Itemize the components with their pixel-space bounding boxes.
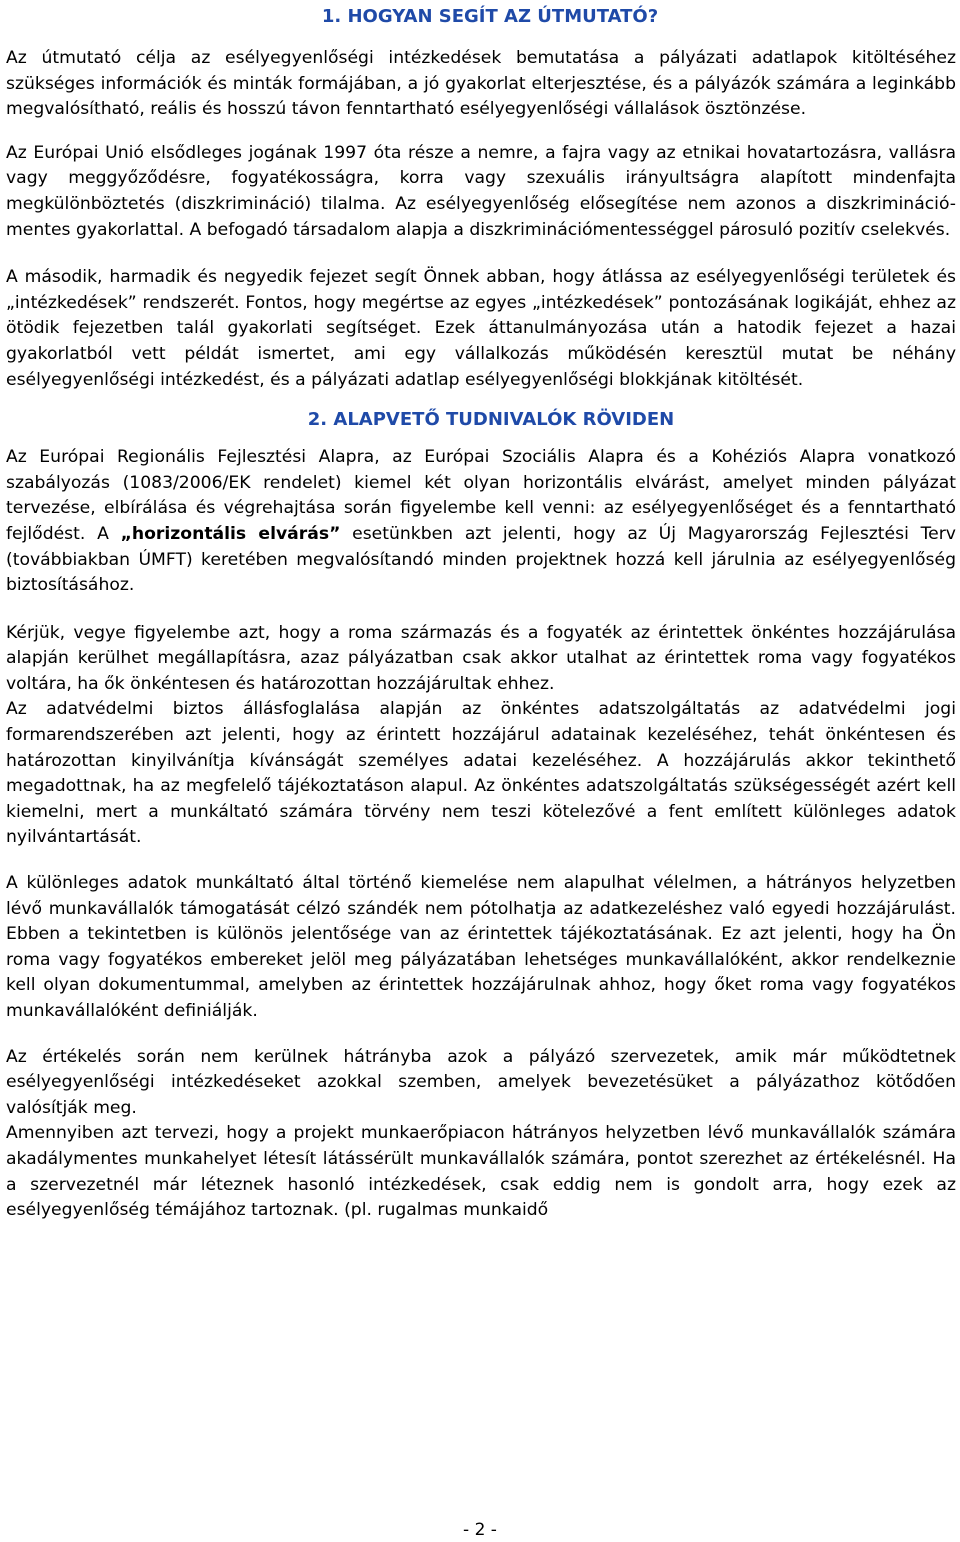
section-1-paragraph-1: Az útmutató célja az esélyegyenlőségi intézkedések bemutatása a pályázati adatlapok kitöltéséhez szükséges információk és minták formájában, a jó gyakorlat elterjesztése, és a pályázók számára a leginkább megvalósítható, reális és hosszú távon fenntartható esélyegyenlőségi vállalások ösztönzése. bbox=[6, 48, 956, 120]
section-1-heading: 1. HOGYAN SEGÍT AZ ÚTMUTATÓ? bbox=[321, 6, 659, 27]
section-2-paragraph-5: Az értékelés során nem kerülnek hátrányba azok a pályázó szervezetek, amik már működtetnek esélyegyenlőségi intézkedéseket azokkal szemben, amelyek bevezetésüket a pályázathoz kötődően valósítják meg. bbox=[6, 1046, 956, 1118]
section-2-paragraph-6: Amennyiben azt tervezi, hogy a projekt munkaerőpiacon hátrányos helyzetben lévő munkavállalók számára akadálymentes munkahelyet létesít látássérült munkavállalók számára, pontot szerezhet az értékelésnél. Ha a szervezetnél már léteznek hasonló intézkedések, csak eddig nem is gondolt arra, hogy ezek az esélyegyenlőség témájához tartoznak. (pl. rugalmas munkaidő bbox=[6, 1123, 956, 1221]
page-number: - 2 - bbox=[463, 1520, 497, 1540]
section-2-heading: 2. ALAPVETŐ TUDNIVALÓK RÖVIDEN bbox=[307, 409, 675, 431]
section-1-paragraph-2: Az Európai Unió elsődleges jogának 1997 óta része a nemre, a fajra vagy az etnikai hovatartozásra, vallásra vagy meggyőződésre, fogyatékosságra, korra vagy szexuális irányultságra alapított mindenfajta megkülönböztetés (diszkrimináció) tilalma. Az esélyegyenlőség elősegítése nem azonos a diszkrimináció-mentes gyakorlattal. A befogadó társadalom alapja a diszkriminációmentességgel párosuló pozitív cselekvés. bbox=[6, 142, 956, 240]
section-2-paragraph-2: Kérjük, vegye figyelembe azt, hogy a roma származás és a fogyaték az érintettek önkéntes hozzájárulása alapján kerülhet megállapításra, azaz pályázatban csak akkor utalhat az érintettek roma vagy fogyatékos voltára, ha ők önkéntesen és határozottan hozzájárultak ehhez. bbox=[6, 622, 956, 694]
paragraph-text-start: Az Európai Regionális Fejlesztési Alapra, az Európai Szociális Alapra és a Kohéziós Alapra vonatkozó szabályozás (1083/2006/EK rendelet) kiemel két olyan horizontális elvárást, amelyet minden pályázat tervezése, elbírálása és végrehajtása során figyelembe kell venni: az esélyegyenlőséget és a fenntartható fejlődést. A bbox=[6, 447, 956, 544]
document-page bbox=[6, 0, 956, 1224]
section-2-paragraph-3: Az adatvédelmi biztos állásfoglalása alapján az önkéntes adatszolgáltatás az adatvédelmi jogi formarendszerében azt jelenti, hogy az érintett hozzájárul adatainak kezeléséhez, tehát önkéntesen és határozottan kinyilvánítja kívánságát személyes adatai kezeléséhez. A hozzájárulás akkor tekinthető megadottnak, ha az megfelelő tájékoztatáson alapul. Az önkéntes adatszolgáltatás szükségességét azért kell kiemelni, mert a munkáltató számára törvény nem teszi kötelezővé a fent említett különleges adatok nyilvántartását. bbox=[6, 699, 956, 848]
emphasis-horizontal-requirement: „horizontális elvárás” bbox=[120, 523, 341, 544]
section-1-paragraph-3: A második, harmadik és negyedik fejezet segít Önnek abban, hogy átlássa az esélyegyenlőségi területek és „intézkedések” rendszerét. Fontos, hogy megértse az egyes „intézkedések” pontozásának logikáját, ehhez az ötödik fejezetben talál gyakorlati segítséget. Ezek áttanulmányozása után a hatodik fejezet a hazai gyakorlatból vett példát ismertet, ami egy vállalkozás működésén keresztül mutat be néhány esélyegyenlőségi intézkedést, és a pályázati adatlap esélyegyenlőségi blokkjának kitöltését. bbox=[6, 267, 956, 390]
section-2-paragraph-1 bbox=[6, 445, 956, 599]
paragraph-text-end: esetünkben azt jelenti, hogy az Új Magyarország Fejlesztési Terv (továbbiakban ÚMFT) keretében megvalósítandó minden projektnek hozzá kell járulnia az esélyegyenlőség biztosításához. bbox=[6, 523, 956, 596]
section-2-paragraph-4: A különleges adatok munkáltató által történő kiemelése nem alapulhat vélelmen, a hátrányos helyzetben lévő munkavállalók támogatását célzó szándék nem pótolhatja az adatkezeléshez való egyedi hozzájárulást. Ebben a tekintetben is különös jelentősége van az érintettek tájékoztatásának. Ez azt jelenti, hogy ha Ön roma vagy fogyatékos embereket jelöl meg pályázatában lehetséges munkavállalóként, akkor rendelkeznie kell olyan dokumentummal, amelyben az érintettek hozzájárulnak ahhoz, hogy őket roma vagy fogyatékos munkavállalóként definiálják. bbox=[6, 873, 956, 1021]
